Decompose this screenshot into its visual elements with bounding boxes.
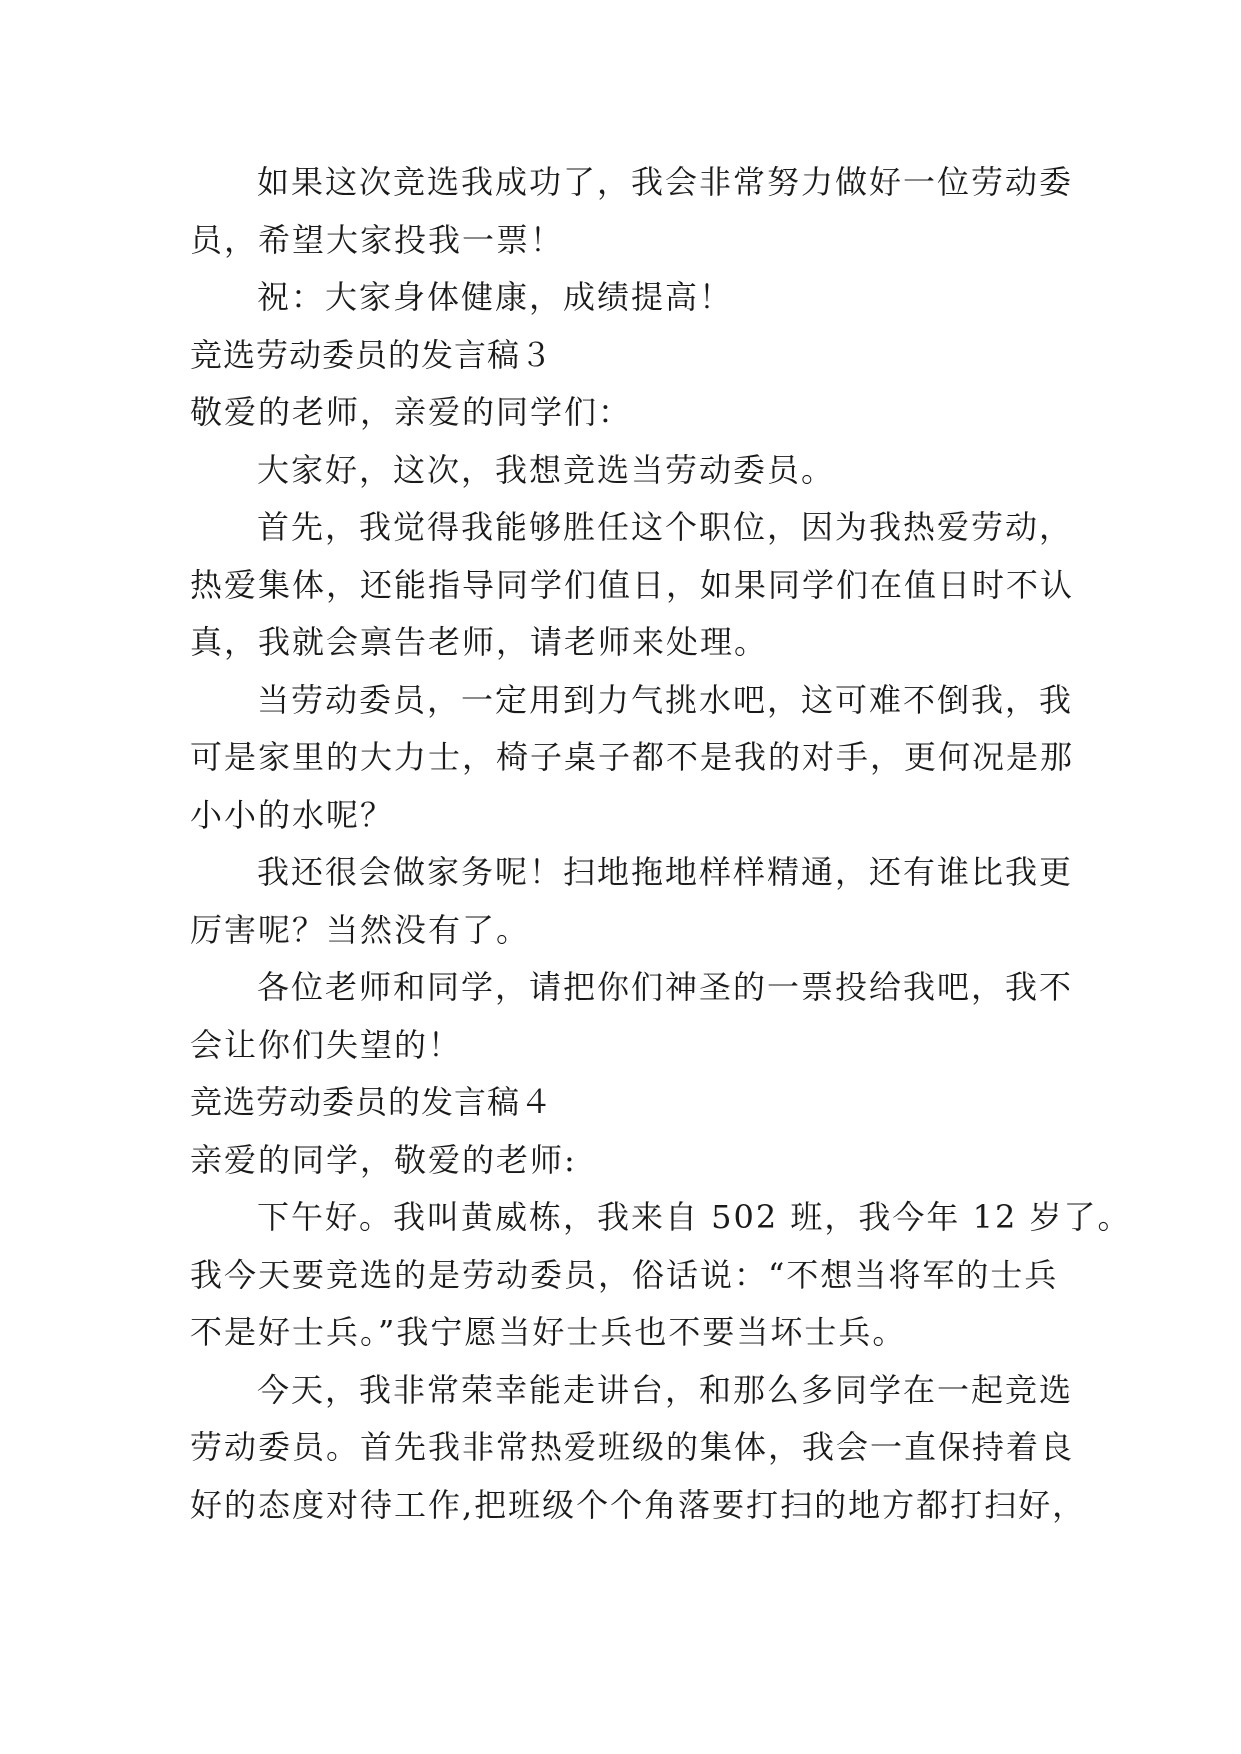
- paragraph-line: 我今天要竞选的是劳动委员，俗话说：“不想当将军的士兵: [190, 1255, 1059, 1294]
- paragraph-line: 我还很会做家务呢！扫地拖地样样精通，还有谁比我更: [257, 853, 1074, 891]
- paragraph-line: 大家好，这次，我想竞选当劳动委员。: [257, 450, 836, 489]
- section-heading: 竞选劳动委员的发言稿３: [190, 335, 554, 374]
- salutation-line: 亲爱的同学，敬爱的老师:: [190, 1140, 577, 1179]
- paragraph-line: 员，希望大家投我一票！: [190, 220, 565, 259]
- paragraph-line: 如果这次竞选我成功了，我会非常努力做好一位劳动委: [257, 163, 1074, 201]
- paragraph-line: 首先，我觉得我能够胜任这个职位，因为我热爱劳动，: [257, 508, 1074, 546]
- paragraph-line: 祝：大家身体健康，成绩提高！: [257, 278, 734, 316]
- paragraph-line: 当劳动委员，一定用到力气挑水吧，这可难不倒我，我: [257, 680, 1074, 719]
- paragraph-line: 各位老师和同学，请把你们神圣的一票投给我吧，我不: [257, 968, 1074, 1006]
- paragraph-line: 下午好。我叫黄威栋，我来自 502 班，我今年 12 岁了。: [257, 1198, 1132, 1236]
- paragraph-line: 不是好士兵。”我宁愿当好士兵也不要当坏士兵。: [190, 1313, 907, 1351]
- salutation-line: 敬爱的老师，亲爱的同学们：: [190, 393, 633, 431]
- paragraph-line: 好的态度对待工作,把班级个个角落要打扫的地方都打扫好，: [190, 1485, 1087, 1524]
- paragraph-line: 可是家里的大力士，椅子桌子都不是我的对手，更何况是那: [190, 738, 1075, 776]
- paragraph-line: 劳动委员。首先我非常热爱班级的集体，我会一直保持着良: [190, 1428, 1075, 1466]
- paragraph-line: 热爱集体，还能指导同学们值日，如果同学们在值日时不认: [190, 565, 1075, 604]
- paragraph-line: 真，我就会禀告老师，请老师来处理。: [190, 623, 769, 661]
- paragraph-line: 厉害呢？当然没有了。: [190, 910, 531, 949]
- document-body: [190, 154, 1132, 1534]
- paragraph-line: 小小的水呢？: [190, 795, 395, 834]
- paragraph-line: 今天，我非常荣幸能走讲台，和那么多同学在一起竞选: [257, 1370, 1074, 1409]
- paragraph-line: 会让你们失望的！: [190, 1025, 463, 1064]
- section-heading: 竞选劳动委员的发言稿４: [190, 1083, 554, 1121]
